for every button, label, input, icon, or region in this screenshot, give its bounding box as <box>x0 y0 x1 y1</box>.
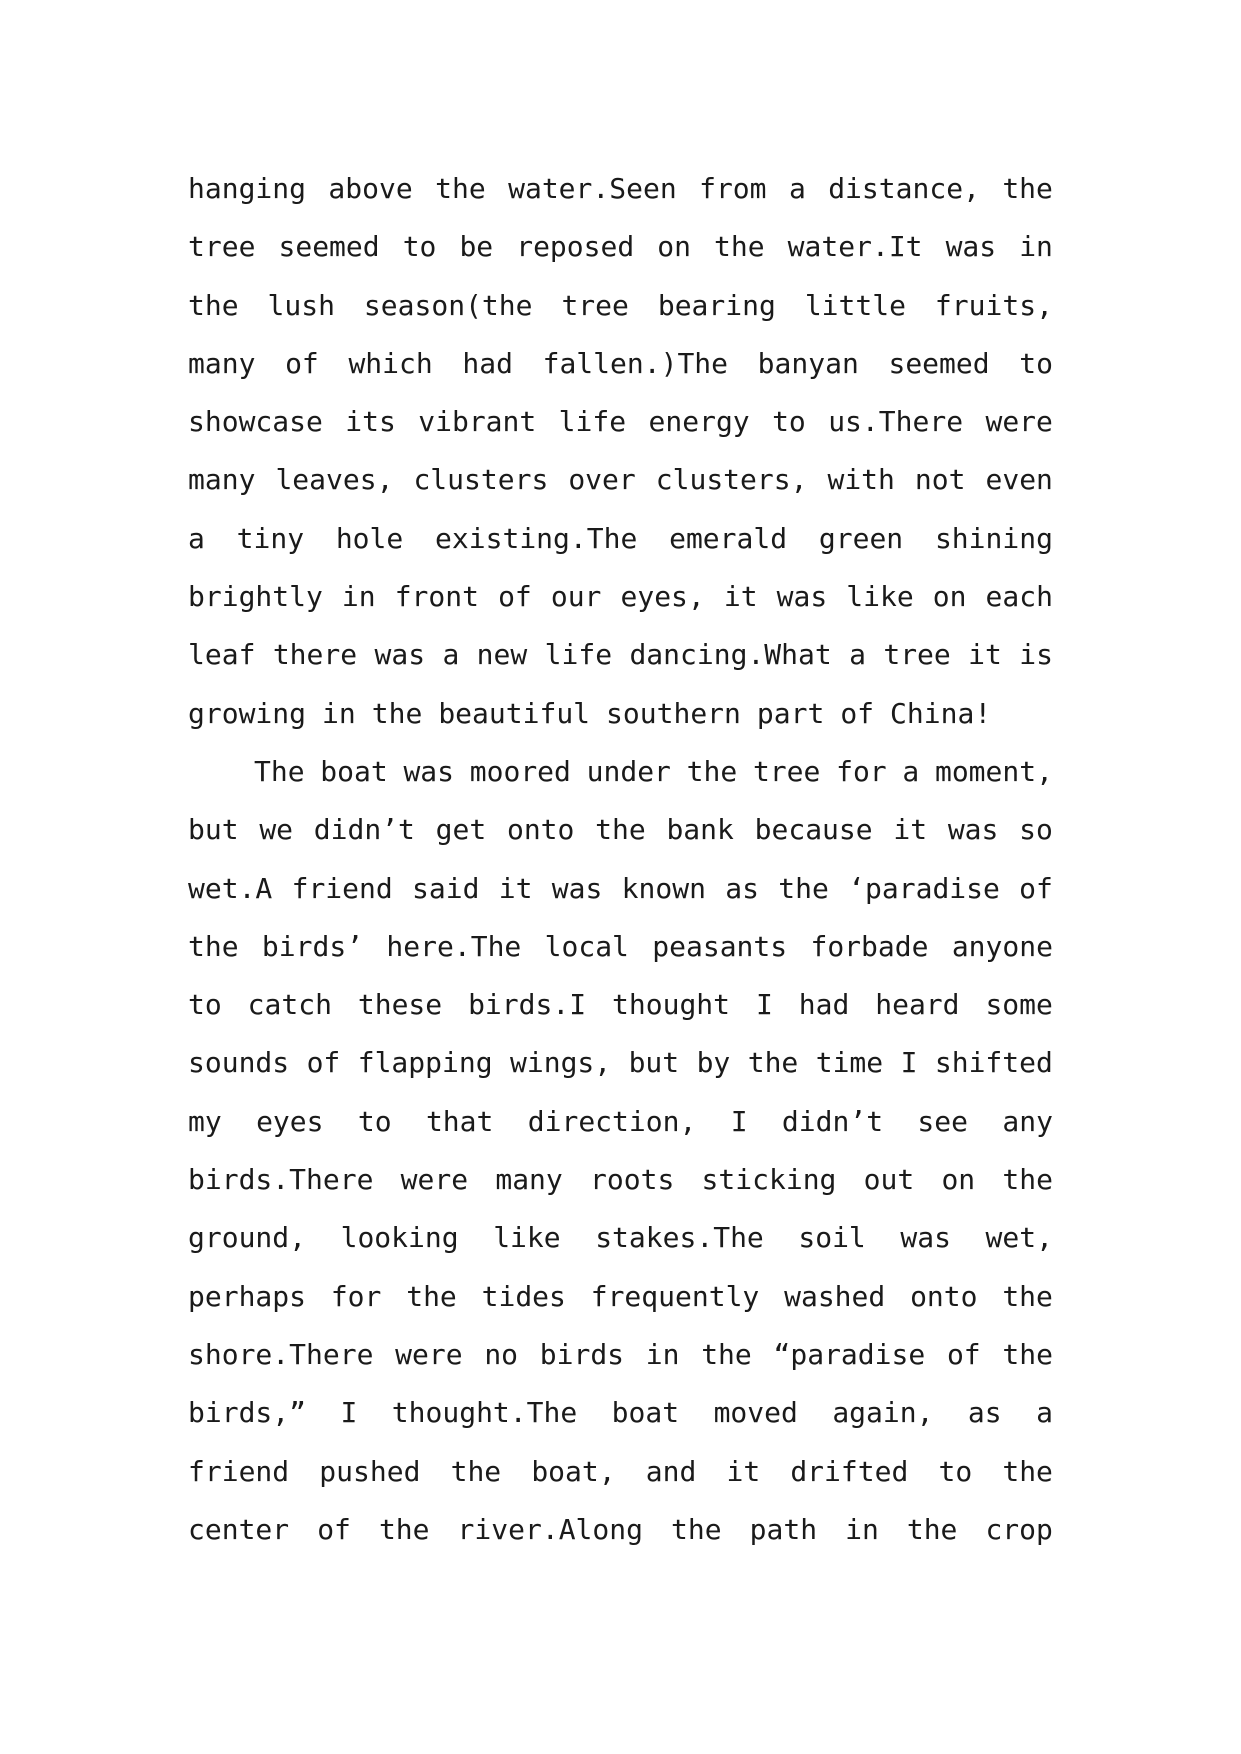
word: the <box>1002 1337 1053 1371</box>
word: water.It <box>787 230 923 264</box>
word: which <box>348 346 433 380</box>
word: a <box>849 638 866 672</box>
word: said <box>412 871 480 905</box>
text-line <box>188 1209 1053 1267</box>
text-line <box>188 335 1053 393</box>
word: the <box>747 1046 799 1080</box>
word: the <box>906 1512 958 1546</box>
word: in <box>845 1512 879 1546</box>
word: that <box>425 1104 494 1138</box>
word: ground, <box>188 1221 307 1255</box>
word: drifted <box>790 1454 909 1488</box>
word: had <box>798 988 850 1022</box>
word: to <box>188 988 222 1022</box>
word: no <box>484 1337 519 1371</box>
word: were <box>395 1337 463 1371</box>
word: shore.There <box>188 1337 374 1371</box>
word: birds <box>539 1337 625 1371</box>
word: here.The <box>386 929 522 963</box>
word: my <box>188 1104 222 1138</box>
word: brightly <box>188 580 323 614</box>
word: friend <box>188 1454 290 1488</box>
word: sounds <box>188 1046 290 1080</box>
word: I <box>755 988 773 1022</box>
word: eyes, <box>620 580 705 614</box>
word: eyes <box>256 1104 324 1138</box>
word: stakes.The <box>595 1221 764 1255</box>
word: friend <box>291 871 393 905</box>
word: for <box>836 754 887 788</box>
word: in <box>322 696 356 730</box>
word: tree <box>883 638 951 672</box>
word: tree <box>752 754 821 788</box>
word: was <box>945 230 997 264</box>
word: the <box>701 1337 752 1371</box>
word: sticking <box>701 1163 837 1197</box>
word: so <box>1019 813 1053 847</box>
word: “paradise <box>773 1337 926 1371</box>
word: energy <box>648 405 750 439</box>
word: on <box>657 230 691 264</box>
word: beautiful <box>438 696 591 730</box>
word: it <box>968 638 1002 672</box>
word: like <box>493 1221 561 1255</box>
word: us.There <box>828 405 964 439</box>
word: like <box>846 580 914 614</box>
word: even <box>985 463 1053 497</box>
word: roots <box>590 1163 675 1197</box>
word: the <box>714 230 765 264</box>
text-line <box>188 1326 1053 1384</box>
word: it <box>726 1454 761 1488</box>
text-line <box>188 1384 1053 1442</box>
word: be <box>459 230 494 264</box>
word: perhaps <box>188 1279 307 1313</box>
word: hole <box>335 521 404 555</box>
word: was <box>403 754 455 788</box>
word: the <box>435 172 486 205</box>
text-line <box>188 918 1053 976</box>
word: little <box>804 288 906 322</box>
word: many <box>188 463 256 497</box>
word: seemed <box>278 230 380 264</box>
word: onto <box>910 1279 978 1313</box>
word: growing <box>188 696 307 730</box>
word: many <box>188 346 256 380</box>
word: season(the <box>363 288 533 322</box>
word: to <box>357 1104 392 1138</box>
word: moved <box>713 1396 798 1430</box>
word: to <box>772 405 806 439</box>
word: dancing.What <box>629 638 832 672</box>
word: get <box>435 813 487 847</box>
word: direction, <box>527 1104 697 1138</box>
word: the <box>188 929 239 963</box>
word: the <box>406 1279 457 1313</box>
word: as <box>967 1396 1002 1430</box>
word: soil <box>798 1221 866 1255</box>
word: fallen.)The <box>542 346 729 380</box>
word: boat <box>611 1396 680 1430</box>
word: clusters <box>413 463 549 497</box>
word: birds’ <box>261 929 364 963</box>
word: didn’t <box>781 1104 884 1138</box>
word: to <box>1019 346 1053 380</box>
word: its <box>345 405 396 439</box>
word: from <box>699 172 767 205</box>
word: tree <box>188 230 256 264</box>
word: local <box>544 929 629 963</box>
word: there <box>272 638 358 672</box>
word: pushed <box>319 1454 421 1488</box>
word: tree <box>561 288 629 322</box>
word: is <box>1019 638 1053 672</box>
word: the <box>778 871 829 905</box>
word: bank <box>666 813 734 847</box>
word: thought <box>612 988 731 1022</box>
text-line <box>188 451 1053 509</box>
word: birds,” <box>188 1396 307 1430</box>
text-line <box>188 860 1053 918</box>
word: existing.The <box>435 521 638 555</box>
word: of <box>317 1512 351 1546</box>
text-line <box>188 1443 1053 1501</box>
word: tiny <box>236 521 305 555</box>
text-line <box>188 1151 1053 1209</box>
word: anyone <box>951 929 1053 963</box>
word: each <box>985 580 1053 614</box>
word: to <box>402 230 437 264</box>
word: by <box>696 1046 731 1080</box>
word: were <box>400 1163 469 1197</box>
word: front <box>394 580 479 614</box>
word: above <box>328 172 413 205</box>
word: known <box>621 871 706 905</box>
word: in <box>645 1337 680 1371</box>
word: some <box>985 988 1053 1022</box>
word: was <box>551 871 603 905</box>
word: any <box>1002 1104 1053 1138</box>
word: seemed <box>888 346 990 380</box>
text-line <box>188 218 1053 276</box>
word: on <box>932 580 967 614</box>
text-line <box>188 1093 1053 1151</box>
word: these <box>357 988 443 1022</box>
word: leaf <box>188 638 256 672</box>
word: banyan <box>757 346 859 380</box>
word: was <box>900 1221 951 1255</box>
word: of <box>946 1337 981 1371</box>
word: the <box>378 1512 430 1546</box>
word: reposed <box>516 230 635 264</box>
word: the <box>450 1454 502 1488</box>
word: The <box>254 754 305 788</box>
word: moment, <box>934 754 1053 788</box>
word: again, <box>832 1396 934 1430</box>
text-line <box>188 976 1053 1034</box>
word: the <box>595 813 646 847</box>
word: thought.The <box>391 1396 578 1430</box>
word: birds.There <box>188 1163 374 1197</box>
word: time <box>815 1046 884 1080</box>
body-text <box>188 160 1053 1559</box>
word: China! <box>890 696 992 730</box>
word: the <box>1002 1279 1053 1313</box>
word: boat, <box>531 1454 616 1488</box>
word: frequently <box>590 1279 760 1313</box>
word: lush <box>267 288 335 322</box>
word: a <box>188 521 205 555</box>
word: in <box>1019 230 1053 264</box>
word: clusters, <box>655 463 808 497</box>
word: vibrant <box>418 405 537 439</box>
word: a <box>442 638 460 672</box>
word: was <box>776 580 828 614</box>
word: looking <box>340 1221 459 1255</box>
text-line <box>188 685 1053 743</box>
word: the <box>686 754 738 788</box>
word: onto <box>506 813 575 847</box>
word: emerald <box>669 521 788 555</box>
word: southern <box>606 696 741 730</box>
word: shifted <box>934 1046 1053 1080</box>
word: catch <box>247 988 332 1022</box>
word: green <box>818 521 904 555</box>
word: moored <box>469 754 571 788</box>
word: a <box>788 172 806 205</box>
word: tides <box>481 1279 566 1313</box>
word: the <box>371 696 423 730</box>
word: was <box>947 813 999 847</box>
text-line <box>188 568 1053 626</box>
word: river.Along <box>457 1512 643 1546</box>
text-line <box>188 1501 1053 1559</box>
word: the <box>671 1512 722 1546</box>
word: I <box>730 1104 748 1138</box>
text-line <box>188 393 1053 451</box>
word: because <box>754 813 873 847</box>
word: was <box>374 638 426 672</box>
word: washed <box>784 1279 886 1313</box>
word: of <box>306 1046 341 1080</box>
word: we <box>259 813 294 847</box>
text-line <box>188 510 1053 568</box>
word: flapping <box>357 1046 493 1080</box>
word: peasants <box>652 929 788 963</box>
word: didn’t <box>313 813 415 847</box>
paragraph-first-line <box>188 743 1053 801</box>
word: bearing <box>657 288 776 322</box>
word: part <box>756 696 825 730</box>
word: on <box>941 1163 976 1197</box>
word: of <box>285 346 319 380</box>
word: wet, <box>985 1221 1053 1255</box>
text-line <box>188 1034 1053 1092</box>
word: showcase <box>188 405 323 439</box>
word: the <box>1002 172 1053 205</box>
word: path <box>749 1512 818 1546</box>
word: and <box>645 1454 697 1488</box>
word: were <box>985 405 1053 439</box>
text-line <box>188 1268 1053 1326</box>
word: birds.I <box>468 988 587 1022</box>
word: I <box>340 1396 358 1430</box>
word: not <box>914 463 966 497</box>
word: a <box>902 754 920 788</box>
word: the <box>1002 1454 1053 1488</box>
word: our <box>550 580 602 614</box>
word: leaves, <box>275 463 394 497</box>
word: many <box>495 1163 563 1197</box>
word: center <box>188 1512 290 1546</box>
word: life <box>558 405 627 439</box>
word: but <box>628 1046 680 1080</box>
word: with <box>827 463 895 497</box>
word: life <box>544 638 613 672</box>
text-line <box>188 801 1053 859</box>
word: of <box>1019 871 1053 905</box>
word: heard <box>875 988 960 1022</box>
word: distance, <box>828 172 980 205</box>
word: of <box>498 580 532 614</box>
word: I <box>900 1046 918 1080</box>
word: of <box>840 696 875 730</box>
word: hanging <box>188 172 307 205</box>
word: fruits, <box>934 288 1053 322</box>
text-line <box>188 626 1053 684</box>
word: it <box>723 580 758 614</box>
word: wings, <box>510 1046 612 1080</box>
word: as <box>725 871 759 905</box>
word: a <box>1036 1396 1053 1430</box>
word: but <box>188 813 239 847</box>
word: see <box>917 1104 968 1138</box>
word: to <box>938 1454 973 1488</box>
word: water.Seen <box>508 172 677 205</box>
word: had <box>462 346 513 380</box>
word: the <box>188 288 239 322</box>
word: it <box>893 813 928 847</box>
word: new <box>476 638 528 672</box>
word: out <box>863 1163 915 1197</box>
word: the <box>1002 1163 1053 1197</box>
word: over <box>568 463 636 497</box>
word: in <box>341 580 376 614</box>
word: boat <box>320 754 388 788</box>
word: it <box>498 871 533 905</box>
word: wet.A <box>188 871 273 905</box>
text-line <box>188 160 1053 218</box>
text-line <box>188 277 1053 335</box>
word: ‘paradise <box>848 871 1000 905</box>
word: crop <box>985 1512 1053 1546</box>
word: forbade <box>810 929 929 963</box>
word: shining <box>934 521 1053 555</box>
word: for <box>330 1279 382 1313</box>
word: under <box>586 754 671 788</box>
